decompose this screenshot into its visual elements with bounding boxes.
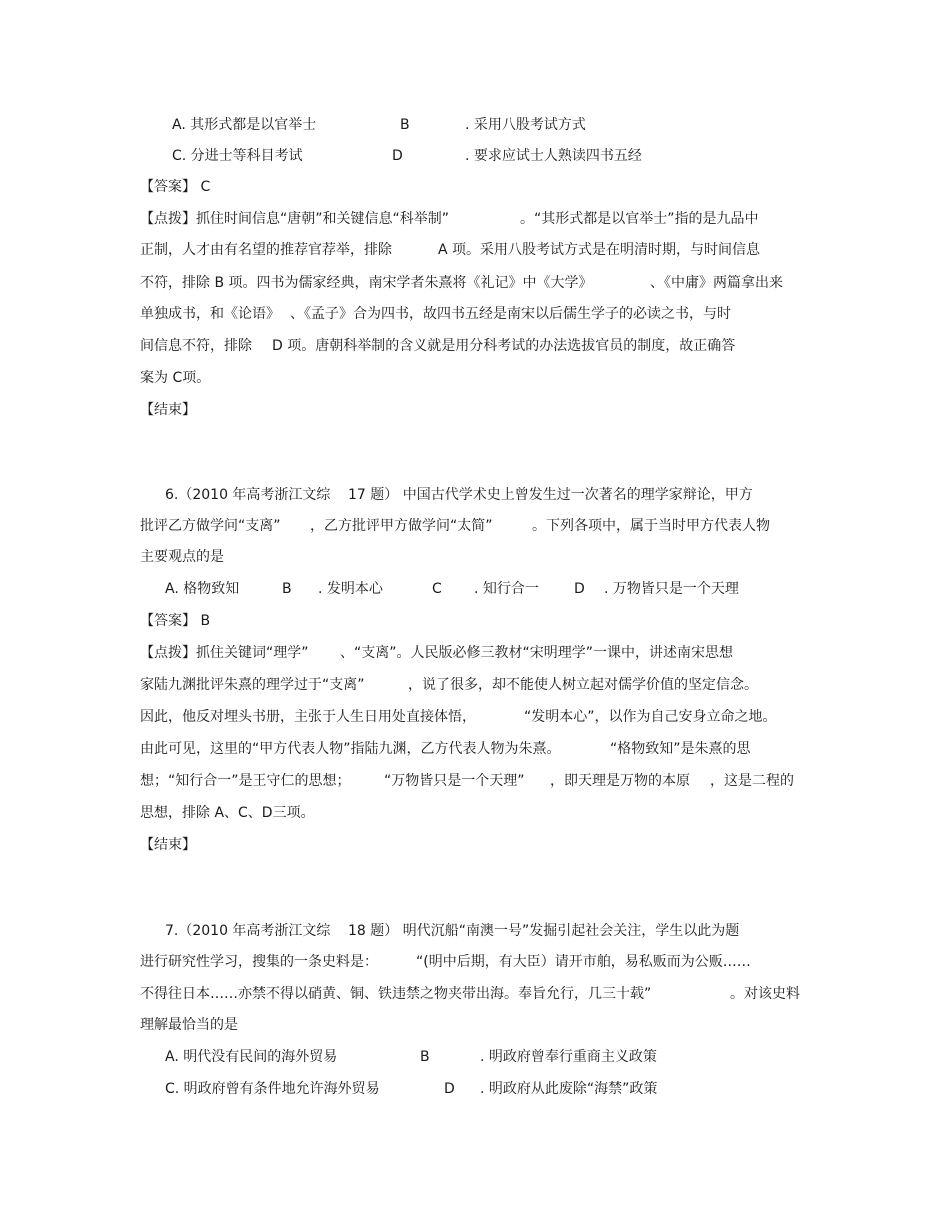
question-text: 进行研究性学习，搜集的一条史料是： bbox=[140, 954, 378, 970]
question-text: ，乙方批评甲方做学问“太简” bbox=[310, 518, 493, 534]
explanation-text: 正制，人才由有名望的推荐官荐举，排除 bbox=[140, 242, 392, 258]
answer-text: 【答案】 C bbox=[140, 179, 211, 195]
question-text: 。下列各项中，属于当时甲方代表人物 bbox=[532, 518, 770, 534]
explanation-text: 、《孟子》合为四书，故四书五经是南宋以后儒生学子的必读之书，与时 bbox=[290, 306, 731, 322]
end-marker: 【结束】 bbox=[140, 402, 196, 418]
option-d-letter: D bbox=[444, 1081, 455, 1097]
option-b-letter: B bbox=[400, 117, 410, 133]
option-b-text: . 明政府曾奉行重商主义政策 bbox=[480, 1049, 657, 1065]
question-text: “(明中后期，有大臣）请开市舶，易私贩而为公贩…… bbox=[416, 954, 751, 970]
option-b-text: . 采用八股考试方式 bbox=[465, 117, 586, 133]
end-marker: 【结束】 bbox=[140, 837, 196, 853]
explanation-text: “万物皆只是一个天理” bbox=[384, 773, 525, 789]
option-d-letter: D bbox=[392, 148, 403, 164]
explanation-text: “发明本心”，以作为自己安身立命之地。 bbox=[524, 709, 777, 725]
option-a: A. 格物致知 bbox=[165, 581, 240, 597]
option-b-text: . 发明本心 bbox=[318, 581, 383, 597]
option-b-letter: B bbox=[420, 1049, 430, 1065]
explanation-text: ，说了很多，却不能使人树立起对儒学价值的坚定信念。 bbox=[408, 677, 758, 693]
option-a: A. 明代没有民间的海外贸易 bbox=[165, 1049, 338, 1065]
explanation-text: ，即天理是万物的本原 bbox=[550, 773, 690, 789]
option-d-letter: D bbox=[574, 581, 585, 597]
explanation-text: 。“其形式都是以官举士”指的是九品中 bbox=[520, 211, 759, 227]
explanation-text: 因此，他反对埋头书册，主张于人生日用处直接体悟， bbox=[140, 709, 476, 725]
explanation-text: 单独成书，和《论语》 bbox=[140, 306, 280, 322]
option-c: C. 分进士等科目考试 bbox=[172, 148, 303, 164]
explanation-text: 【点拨】抓住关键词“理学” bbox=[140, 645, 309, 661]
explanation-text: A 项。采用八股考试方式是在明清时期，与时间信息 bbox=[438, 242, 761, 258]
question-text: 不得往日本……亦禁不得以硝黄、铜、铁违禁之物夹带出海。奉旨允行，几三十载” bbox=[140, 986, 652, 1002]
option-d-text: . 万物皆只是一个天理 bbox=[604, 581, 739, 597]
question-text: 7.（2010 年高考浙江文综 bbox=[165, 923, 331, 939]
explanation-text: ，这是二程的 bbox=[710, 773, 794, 789]
option-c-text: . 知行合一 bbox=[474, 581, 539, 597]
question-text: 批评乙方做学问“支离” bbox=[140, 518, 281, 534]
explanation-text: 案为 C项。 bbox=[140, 370, 211, 386]
answer-text: 【答案】 B bbox=[140, 613, 211, 629]
explanation-text: 想；“知行合一”是王守仁的思想； bbox=[140, 773, 351, 789]
question-text: 。对该史料 bbox=[730, 986, 800, 1002]
question-text: 理解最恰当的是 bbox=[140, 1017, 238, 1033]
option-c-letter: C bbox=[432, 581, 442, 597]
explanation-text: D 项。唐朝科举制的含义就是用分科考试的办法选拔官员的制度，故正确答 bbox=[272, 338, 736, 354]
explanation-text: 由此可见，这里的“甲方代表人物”指陆九渊，乙方代表人物为朱熹。 bbox=[140, 741, 561, 757]
explanation-text: 不符，排除 B 项。四书为儒家经典，南宋学者朱熹将《礼记》中《大学》 bbox=[140, 275, 593, 291]
question-text: 18 题） 明代沉船“南澳一号”发掘引起社会关注，学生以此为题 bbox=[348, 923, 740, 939]
option-d-text: . 要求应试士人熟读四书五经 bbox=[465, 148, 642, 164]
explanation-text: “格物致知”是朱熹的思 bbox=[610, 741, 751, 757]
explanation-text: 思想，排除 A、C、D三项。 bbox=[140, 805, 315, 821]
explanation-text: 、“支离”。人民版必修三教材“宋明理学”一课中，讲述南宋思想 bbox=[340, 645, 734, 661]
question-text: 6.（2010 年高考浙江文综 bbox=[165, 487, 331, 503]
option-b-letter: B bbox=[282, 581, 292, 597]
question-text: 主要观点的是 bbox=[140, 549, 224, 565]
question-text: 17 题） 中国古代学术史上曾发生过一次著名的理学家辩论，甲方 bbox=[348, 487, 753, 503]
option-c: C. 明政府曾有条件地允许海外贸易 bbox=[165, 1081, 380, 1097]
explanation-text: 间信息不符，排除 bbox=[140, 338, 252, 354]
option-a: A. 其形式都是以官举士 bbox=[172, 117, 317, 133]
explanation-text: 【点拨】抓住时间信息“唐朝”和关键信息“科举制” bbox=[140, 211, 450, 227]
option-d-text: . 明政府从此废除“海禁”政策 bbox=[480, 1081, 658, 1097]
explanation-text: 家陆九渊批评朱熹的理学过于“支离” bbox=[140, 677, 365, 693]
explanation-text: 、《中庸》两篇拿出来 bbox=[650, 275, 783, 291]
